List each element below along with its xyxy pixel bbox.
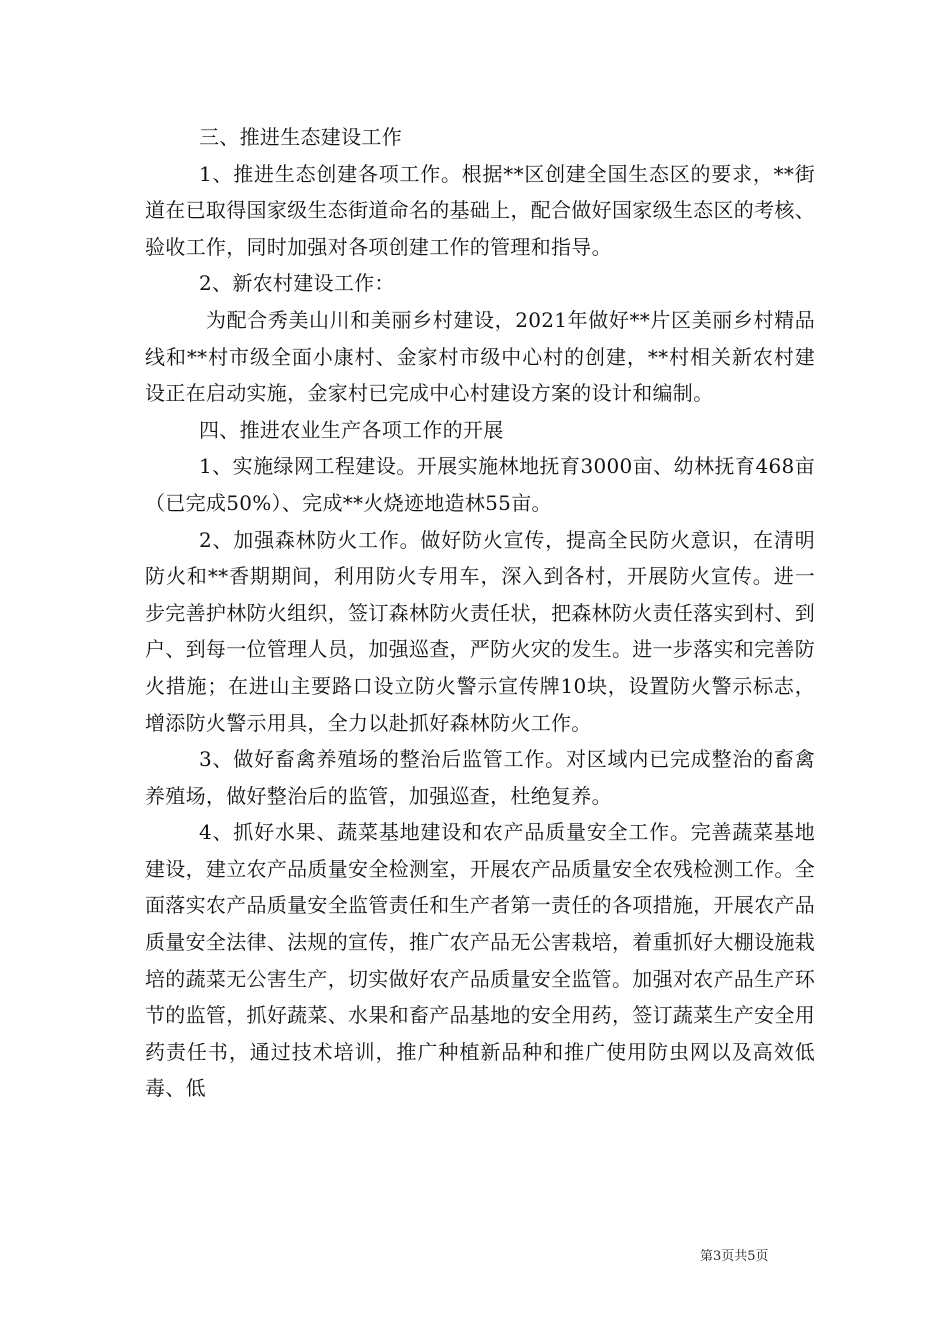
paragraph-eco-creation: 1、推进生态创建各项工作。根据**区创建全国生态区的要求，**街道在已取得国家级生态街道命名的基础上，配合做好国家级生态区的考核、验收工作，同时加强对各项创建工作的管理和指导。: [145, 161, 815, 259]
section-heading-ecology: 三、推进生态建设工作: [199, 125, 402, 149]
paragraph-green-network: 1、实施绿网工程建设。开展实施林地抚育3000亩、幼林抚育468亩（已完成50%）、完成**火烧迹地造林55亩。: [145, 454, 815, 515]
page-number: 第3页共5页: [700, 1249, 769, 1264]
paragraph-forest-fire: 2、加强森林防火工作。做好防火宣传，提高全民防火意识，在清明防火和**香期期间，利用防火专用车，深入到各村，开展防火宣传。进一步完善护林防火组织，签订森林防火责任状，把森林防火责任落实到村、到户、到每一位管理人员，加强巡查，严防火灾的发生。进一步落实和完善防火措施；在进山主要路口设立防火警示宣传牌10块，设置防火警示标志，增添防火警示用具，全力以赴抓好森林防火工作。: [145, 527, 815, 735]
paragraph-new-village-body: 为配合秀美山川和美丽乡村建设，2021年做好**片区美丽乡村精品线和**村市级全面小康村、金家村市级中心村的创建，**村相关新农村建设正在启动实施，金家村已完成中心村建设方案的设计和编制。: [145, 307, 815, 406]
paragraph-livestock: 3、做好畜禽养殖场的整治后监管工作。对区域内已完成整治的畜禽养殖场，做好整治后的监管，加强巡查，杜绝复养。: [145, 747, 815, 808]
paragraph-produce-safety: 4、抓好水果、蔬菜基地建设和农产品质量安全工作。完善蔬菜基地建设，建立农产品质量安全检测室，开展农产品质量安全农残检测工作。全面落实农产品质量安全监管责任和生产者第一责任的各项措施，开展农产品质量安全法律、法规的宣传，推广农产品无公害栽培，着重抓好大棚设施栽培的蔬菜无公害生产，切实做好农产品质量安全监管。加强对农产品生产环节的监管，抓好蔬菜、水果和畜产品基地的安全用药，签订蔬菜生产安全用药责任书，通过技术培训，推广种植新品种和推广使用防虫网以及高效低毒、低: [145, 820, 815, 1101]
section-heading-agriculture: 四、推进农业生产各项工作的开展: [199, 417, 504, 442]
document-body: [145, 119, 815, 1107]
paragraph-new-village-title: 2、新农村建设工作：: [199, 271, 395, 296]
